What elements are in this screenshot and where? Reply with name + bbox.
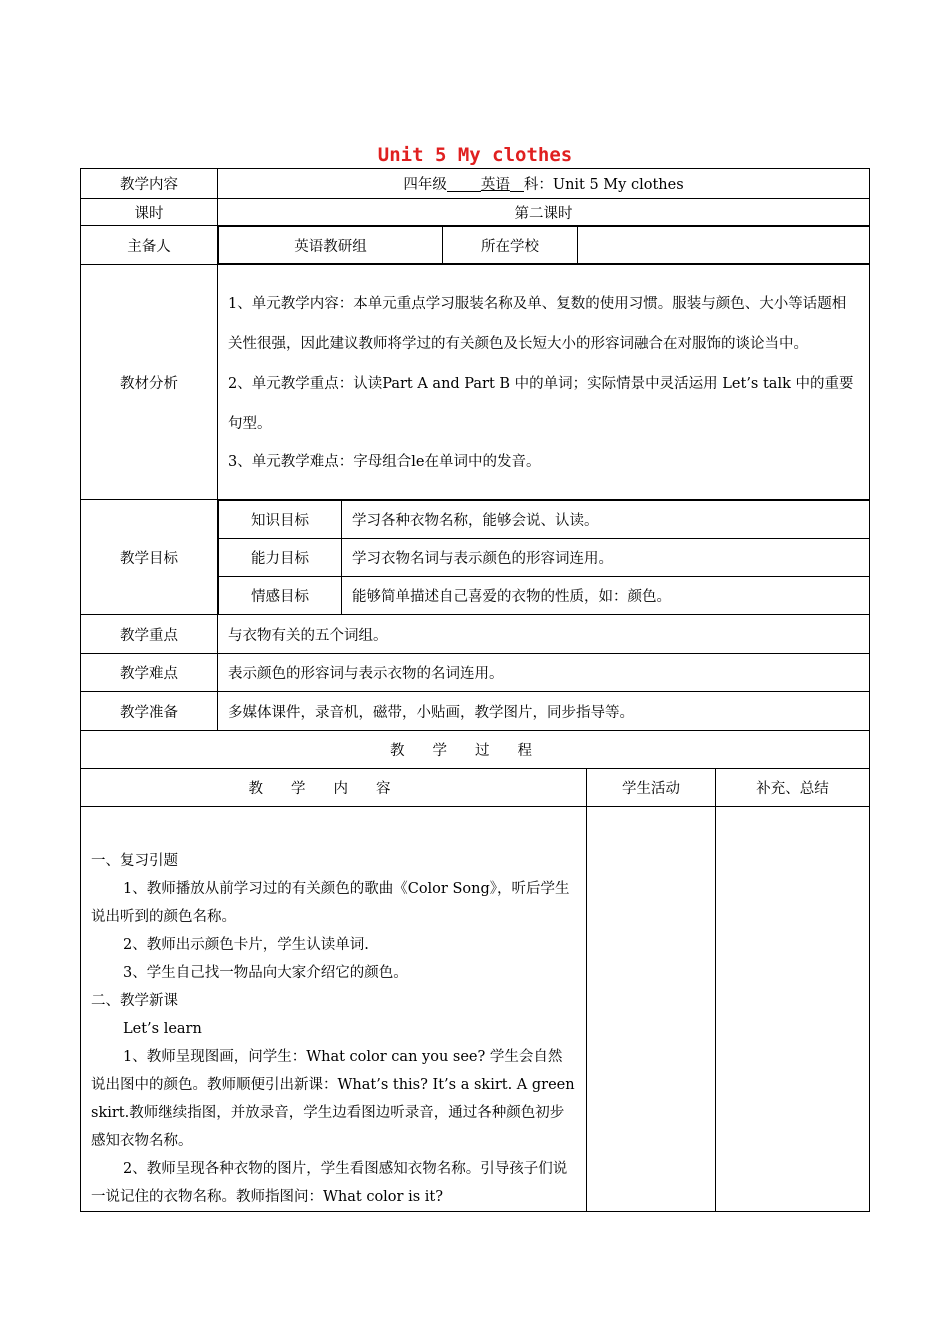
notes-cell — [716, 807, 870, 1212]
row-analysis — [81, 265, 870, 500]
knowledge-goal-label: 知识目标 — [219, 501, 342, 539]
key-points-value: 与衣物有关的五个词组。 — [218, 615, 870, 654]
section-1-para-3: 3、学生自己找一物品向大家介绍它的颜色。 — [123, 965, 408, 981]
period-label: 课时 — [81, 199, 218, 226]
knowledge-goal-value: 学习各种衣物名称，能够会说、认读。 — [342, 501, 870, 539]
lesson-plan-table — [80, 168, 870, 1212]
row-preparation — [81, 692, 870, 731]
preparer-value: 英语教研组 — [219, 227, 443, 264]
subject: 英语 — [480, 177, 510, 193]
ability-goal-label: 能力目标 — [219, 539, 342, 577]
section-1-title: 一、复习引题 — [91, 853, 178, 869]
analysis-content — [218, 265, 870, 500]
row-columns — [81, 769, 870, 807]
process-header: 教学过程 — [81, 731, 870, 769]
section-1-para-2: 2、教师出示颜色卡片，学生认读单词. — [123, 937, 369, 953]
section-2-title: 二、教学新课 — [91, 993, 178, 1009]
preparation-label: 教学准备 — [81, 692, 218, 731]
key-points-label: 教学重点 — [81, 615, 218, 654]
page-title: Unit 5 My clothes — [377, 144, 573, 166]
content-label: 教学内容 — [81, 169, 218, 199]
row-preparer — [81, 226, 870, 265]
analysis-label: 教材分析 — [81, 265, 218, 500]
analysis-item-2: 2、单元教学重点：认读Part A and Part B 中的单词；实际情景中灵活运用 Let’s talk 中的重要句型。 — [228, 376, 854, 432]
row-process-body — [81, 807, 870, 1212]
section-2-para-1: 1、教师呈现图画，问学生：What color can you see? 学生会自然说出图中的颜色。教师顺便引出新课：What’s this? It’s a skirt. A green skirt.教师继续指图，并放录音，学生边看图边听录音，通过各种颜色初步感知衣物名称。 — [91, 1049, 575, 1149]
row-process-header — [81, 731, 870, 769]
section-2-subtitle: Let’s learn — [123, 1021, 202, 1037]
subject-suffix: 科：Unit 5 My clothes — [523, 177, 684, 193]
preparer-cells — [218, 226, 870, 265]
section-1-para-1: 1、教师播放从前学习过的有关颜色的歌曲《Color Song》，听后学生说出听到的颜色名称。 — [91, 881, 570, 925]
difficulties-value: 表示颜色的形容词与表示衣物的名词连用。 — [218, 654, 870, 692]
content-value — [218, 169, 870, 199]
school-value — [578, 227, 870, 264]
row-difficulties — [81, 654, 870, 692]
process-content — [81, 807, 587, 1212]
row-goals — [81, 500, 870, 615]
student-activity-cell — [587, 807, 716, 1212]
column-notes-header: 补充、总结 — [716, 769, 870, 807]
column-student-header: 学生活动 — [587, 769, 716, 807]
row-content — [81, 169, 870, 199]
goals-cells — [218, 500, 870, 615]
column-content-header: 教学内容 — [81, 769, 587, 807]
emotion-goal-value: 能够简单描述自己喜爱的衣物的性质，如：颜色。 — [342, 577, 870, 615]
row-key-points — [81, 615, 870, 654]
difficulties-label: 教学难点 — [81, 654, 218, 692]
goals-label: 教学目标 — [81, 500, 218, 615]
ability-goal-value: 学习衣物名词与表示颜色的形容词连用。 — [342, 539, 870, 577]
grade: 四年级 — [403, 177, 447, 193]
analysis-item-3: 3、单元教学难点：字母组合le在单词中的发音。 — [228, 454, 541, 470]
analysis-item-1: 1、单元教学内容：本单元重点学习服装名称及单、复数的使用习惯。服装与颜色、大小等话题相关性很强，因此建议教师将学过的有关颜色及长短大小的形容词融合在对服饰的谈论当中。 — [228, 296, 847, 352]
section-2-para-2: 2、教师呈现各种衣物的图片，学生看图感知衣物名称。引导孩子们说一说记住的衣物名称。教师指图问：What color is it? — [91, 1161, 568, 1205]
period-value: 第二课时 — [218, 199, 870, 226]
school-label: 所在学校 — [443, 227, 578, 264]
preparation-value: 多媒体课件，录音机，磁带，小贴画，教学图片，同步指导等。 — [218, 692, 870, 731]
emotion-goal-label: 情感目标 — [219, 577, 342, 615]
row-period — [81, 199, 870, 226]
preparer-label: 主备人 — [81, 226, 218, 265]
